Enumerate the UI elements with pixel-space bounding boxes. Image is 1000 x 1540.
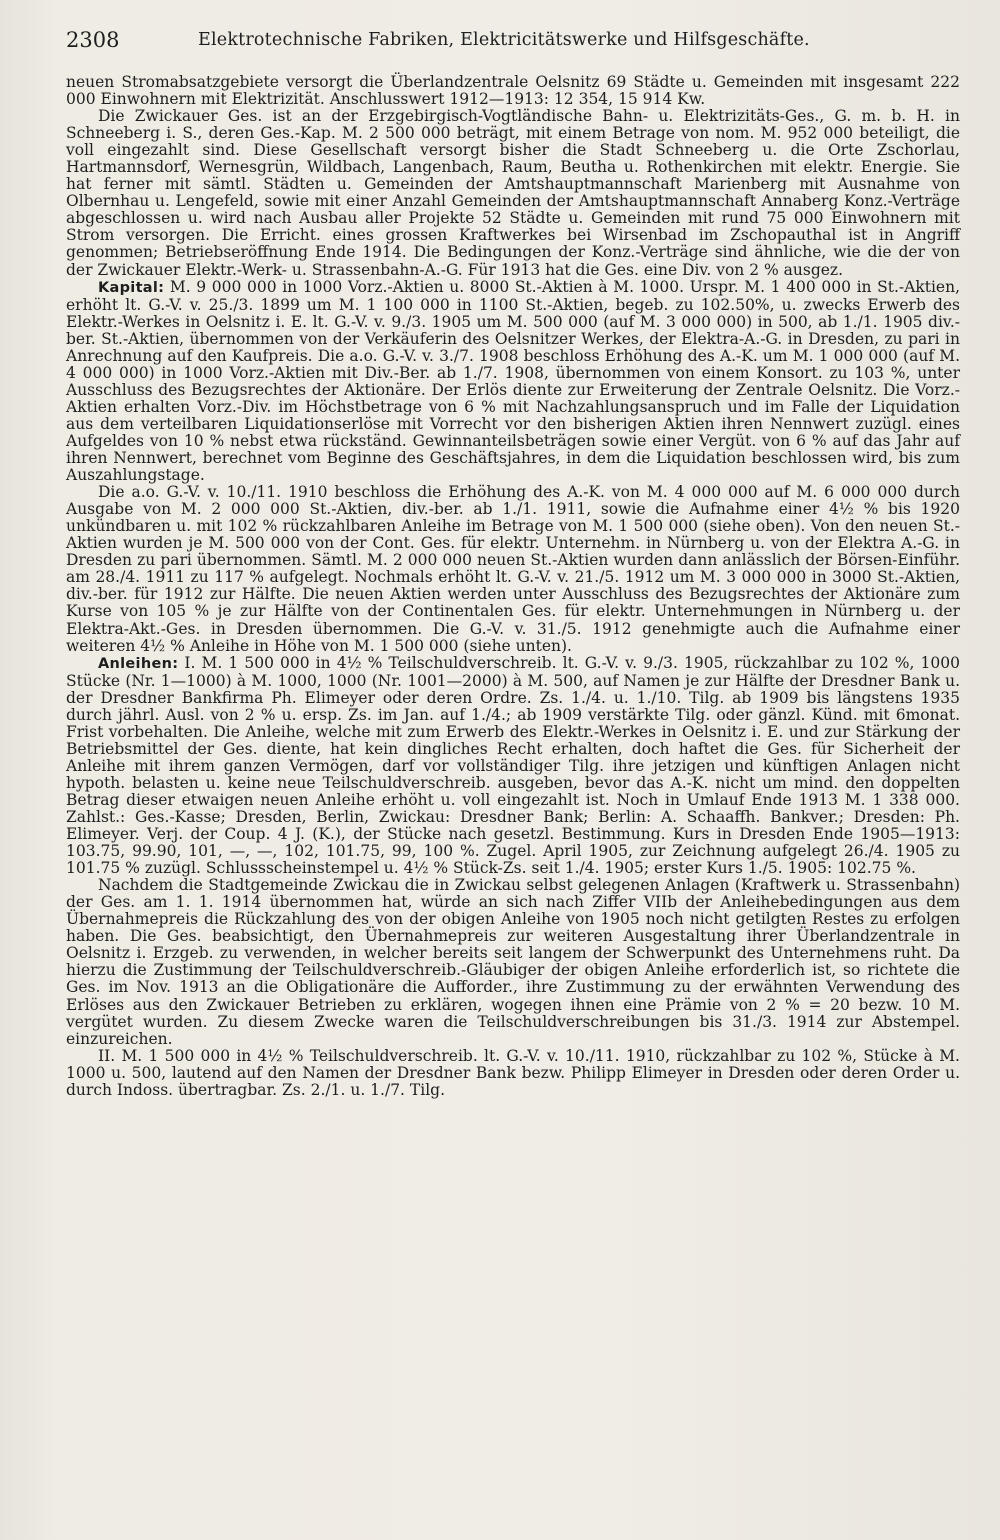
- paragraph-text: neuen Stromabsatzgebiete versorgt die Überlandzentrale Oelsnitz 69 Städte u. Gemeinden mit insgesamt 222 000 Einwohnern mit Elektrizität. Anschlusswert 1912—1913: 12 354, 15 914 Kw.: [66, 73, 960, 109]
- paragraph-schneeberg-company: [66, 108, 960, 278]
- paragraph-text: M. 9 000 000 in 1000 Vorz.-Aktien u. 8000 St.-Aktien à M. 1000. Urspr. M. 1 400 000 in St.-Aktien, erhöht lt. G.-V. v. 25./3. 1899 um M. 1 100 000 in 1100 St.-Aktien, begeb. zu 102.50%, u. zwecks Erwerb des Elektr.-Werkes in Oelsnitz i. E. lt. G.-V. v. 9./3. 1905 um M. 500 000 (auf M. 3 000 000) in 500, ab 1./1. 1905 div.-ber. St.-Aktien, übernommen von der Verkäuferin des Oelsnitzer Werkes, der Elektra-A.-G. in Dresden, zu pari in Anrechnung auf den Kaufpreis. Die a.o. G.-V. v. 3./7. 1908 beschloss Erhöhung des A.-K. um M. 1 000 000 (auf M. 4 000 000) in 1000 Vorz.-Aktien mit Div.-Ber. ab 1./7. 1908, übernommen von einem Konsort. zu 103 %, unter Ausschluss des Bezugsrechtes der Aktionäre. Der Erlös diente zur Erweiterung der Zentrale Oelsnitz. Die Vorz.-Aktien erhalten Vorz.-Div. im Höchstbetrage von 6 % mit Nachzahlungsanspruch und im Falle der Liquidation aus dem verteilbaren Liquidationserlöse mit Vorrecht vor den bisherigen Aktien ihren Nennwert zuzügl. eines Aufgeldes von 10 % nebst etwa rückständ. Gewinnanteilsbeträgen sowie einer Vergüt. von 6 % auf das Jahr auf ihren Nennwert, berechnet vom Beginne des Geschäftsjahres, in dem die Liquidation beschlossen wird, bis zum Auszahlungstage.: [66, 277, 960, 485]
- page-header: [66, 24, 960, 74]
- section-label-kapital: Kapital:: [98, 279, 165, 296]
- paragraph-kapital: [66, 279, 960, 485]
- paragraph-anleihen: [66, 655, 960, 878]
- page-number: 2308: [66, 28, 120, 52]
- paragraph-text: Nachdem die Stadtgemeinde Zwickau die in Zwickau selbst gelegenen Anlagen (Kraftwerk u. Strassenbahn) der Ges. am 1. 1. 1914 übernommen hat, würde an sich nach Ziffer VIIb der Anleihebedingungen aus dem Übernahmepreis die Rückzahlung des von der obigen Anleihe von 1905 noch nicht getilgten Restes zu erfolgen haben. Die Ges. beabsichtigt, den Übernahmepreis zur weiteren Ausgestaltung ihrer Überlandzentrale in Oelsnitz i. Erzgeb. zu verwenden, in welcher bereits seit langem der Schwerpunkt des Unternehmens ruht. Da hierzu die Zustimmung der Teilschuldverschreib.-Gläubiger der obigen Anleihe erforderlich ist, so richtete die Ges. im Nov. 1913 an die Obligationäre die Aufforder., ihre Zustimmung zu der erwähnten Verwendung des Erlöses aus den Zwickauer Betrieben zu erklären, wogegen ihnen eine Prämie von 2 % = 20 bezw. 10 M. vergütet wurden. Zu diesem Zwecke waren die Teilschuldverschreibungen bis 31./3. 1914 zur Abstempel. einzureichen.: [66, 876, 960, 1048]
- paragraph-text: II. M. 1 500 000 in 4½ % Teilschuldverschreib. lt. G.-V. v. 10./11. 1910, rückzahlbar zu 102 %, Stücke à M. 1000 u. 500, lautend auf den Namen der Dresdner Bank bezw. Philipp Elimeyer in Dresden oder deren Order u. durch Indoss. übertragbar. Zs. 2./1. u. 1./7. Tilg.: [66, 1046, 960, 1099]
- paragraph-capital-increase: [66, 484, 960, 654]
- paragraph-text: Die Zwickauer Ges. ist an der Erzgebirgisch-Vogtländische Bahn- u. Elektrizitäts-Ges., G. m. b. H. in Schneeberg i. S., deren Ges.-Kap. M. 2 500 000 beträgt, mit einem Betrage von nom. M. 952 000 beteiligt, die voll eingezahlt sind. Diese Gesellschaft versorgt bisher die Stadt Schneeberg u. die Orte Zschorlau, Hartmannsdorf, Wernesgrün, Wildbach, Langenbach, Raum, Beutha u. Rothenkirchen mit elektr. Energie. Sie hat ferner mit sämtl. Städten u. Gemeinden der Amtshauptmannschaft Marienberg mit Ausnahme von Olbernhau u. Lengefeld, sowie mit einer Anzahl Gemeinden der Amtshauptmannschaft Annaberg Konz.-Verträge abgeschlossen u. wird nach Ausbau aller Projekte 52 Städte u. Gemeinden mit rund 75 000 Einwohnern mit Strom versorgen. Die Erricht. eines grossen Kraftwerkes bei Wirsenbad im Zschopauthal ist in Angriff genommen; Betriebseröffnung Ende 1914. Die Bedingungen der Konz.-Verträge sind ähnliche, wie die der von der Zwickauer Elektr.-Werk- u. Strassenbahn-A.-G. Für 1913 hat die Ges. eine Div. von 2 % ausgez.: [66, 107, 960, 279]
- paragraph-overland-supply: [66, 74, 960, 108]
- body-text: [66, 74, 960, 1099]
- section-label-anleihen: Anleihen:: [98, 655, 179, 672]
- paragraph-zwickau-takeover: [66, 877, 960, 1047]
- paragraph-text: I. M. 1 500 000 in 4½ % Teilschuldverschreib. lt. G.-V. v. 9./3. 1905, rückzahlbar zu 102 %, 1000 Stücke (Nr. 1—1000) à M. 1000, 1000 (Nr. 1001—2000) à M. 500, auf Namen je zur Hälfte der Dresdner Bank u. der Dresdner Bankfirma Ph. Elimeyer oder deren Ordre. Zs. 1./4. u. 1./10. Tilg. ab 1909 bis längstens 1935 durch jährl. Ausl. von 2 % u. ersp. Zs. im Jan. auf 1./4.; ab 1909 verstärkte Tilg. oder gänzl. Künd. mit 6monat. Frist vorbehalten. Die Anleihe, welche mit zum Erwerb des Elektr.-Werkes in Oelsnitz i. E. und zur Stärkung der Betriebsmittel der Ges. diente, hat kein dingliches Recht erhalten, doch haftet die Ges. für Sicherheit der Anleihe mit ihrem ganzen Vermögen, darf vor vollständiger Tilg. ihre jetzigen und künftigen Anlagen nicht hypoth. belasten u. keine neue Teilschuldverschreib. ausgeben, bevor das A.-K. nicht um mind. den doppelten Betrag dieser etwaigen neuen Anleihe erhöht u. voll eingezahlt ist. Noch in Umlauf Ende 1913 M. 1 338 000. Zahlst.: Ges.-Kasse; Dresden, Berlin, Zwickau: Dresdner Bank; Berlin: A. Schaaffh. Bankver.; Dresden: Ph. Elimeyer. Verj. der Coup. 4 J. (K.), der Stücke nach gesetzl. Bestimmung. Kurs in Dresden Ende 1905—1913: 103.75, 99.90, 101, —, —, 102, 101.75, 99, 100 %. Zugel. April 1905, zur Zeichnung aufgelegt 26./4. 1905 zu 101.75 % zuzügl. Schlussscheinstempel u. 4½ % Stück-Zs. seit 1./4. 1905; erster Kurs 1./5. 1905: 102.75 %.: [66, 653, 960, 878]
- paragraph-loan-two: [66, 1048, 960, 1099]
- paragraph-text: Die a.o. G.-V. v. 10./11. 1910 beschloss die Erhöhung des A.-K. von M. 4 000 000 auf M. 6 000 000 durch Ausgabe von M. 2 000 000 St.-Aktien, div.-ber. ab 1./1. 1911, sowie die Aufnahme einer 4½ % bis 1920 unkündbaren u. mit 102 % rückzahlbaren Anleihe im Betrage von M. 1 500 000 (siehe oben). Von den neuen St.-Aktien wurden je M. 500 000 von der Cont. Ges. für elektr. Unternehm. in Nürnberg u. von der Elektra A.-G. in Dresden zu pari übernommen. Sämtl. M. 2 000 000 neuen St.-Aktien wurden dann anlässlich der Börsen-Einführ. am 28./4. 1911 zu 117 % aufgelegt. Nochmals erhöht lt. G.-V. v. 21./5. 1912 um M. 3 000 000 in 3000 St.-Aktien, div.-ber. für 1912 zur Hälfte. Die neuen Aktien werden unter Ausschluss des Bezugsrechtes der Aktionäre zum Kurse von 105 % je zur Hälfte von der Continentalen Ges. für elektr. Unternehmungen in Nürnberg u. der Elektra-Akt.-Ges. in Dresden übernommen. Die G.-V. v. 31./5. 1912 genehmigte auch die Aufnahme einer weiteren 4½ % Anleihe in Höhe von M. 1 500 000 (siehe unten).: [66, 483, 960, 655]
- running-title: Elektrotechnische Fabriken, Elektricitätswerke und Hilfsgeschäfte.: [198, 30, 810, 50]
